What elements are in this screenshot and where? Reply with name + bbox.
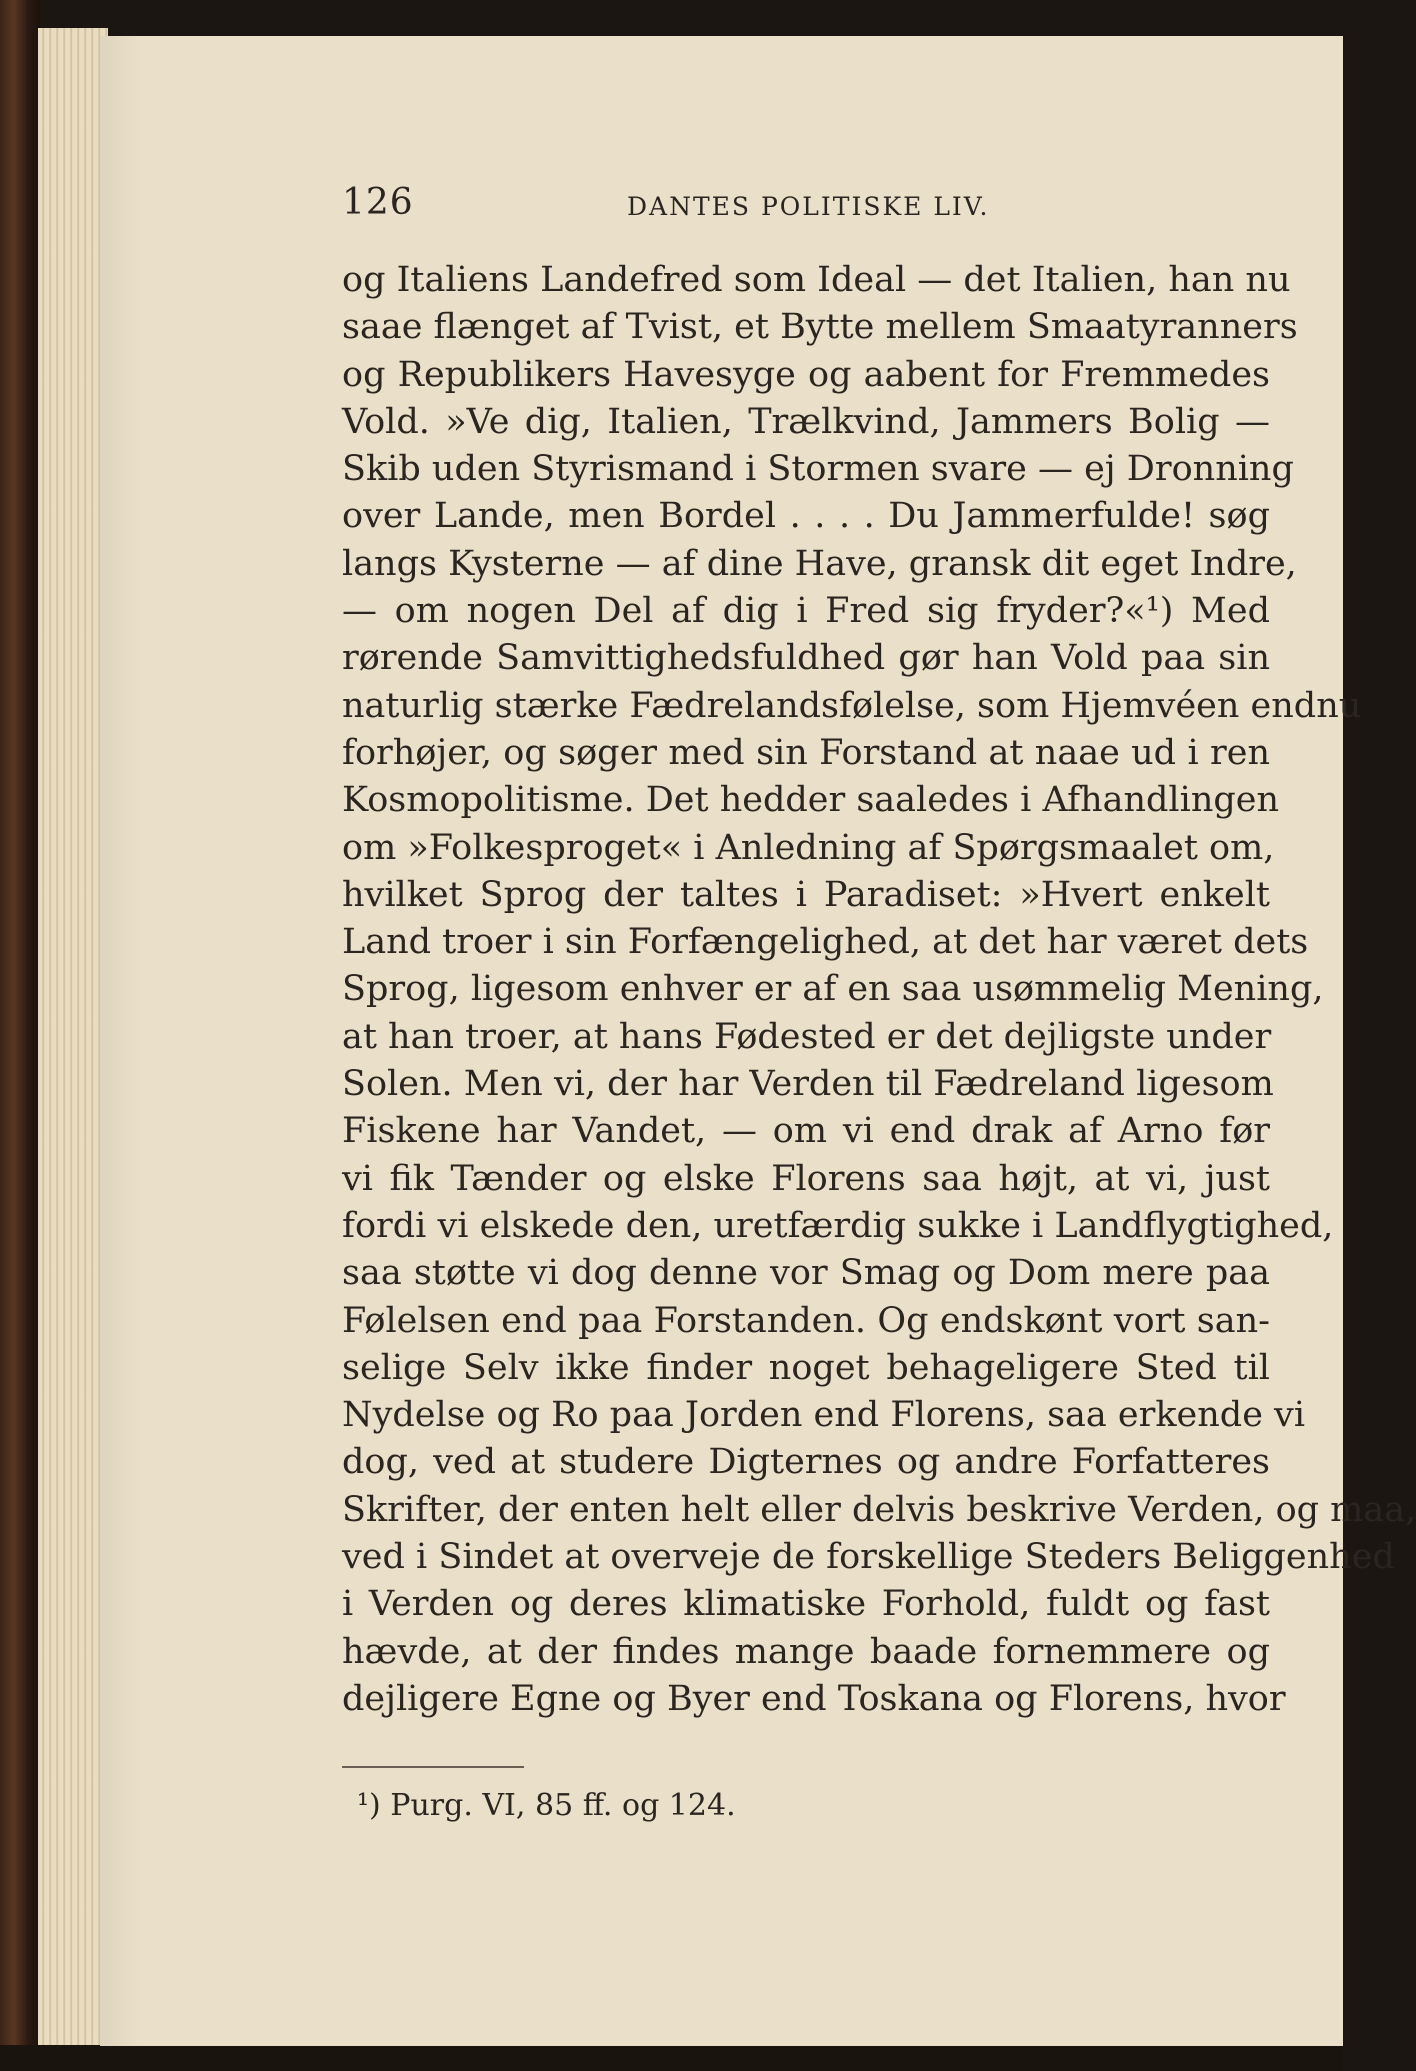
text-line: over Lande, men Bordel . . . . Du Jammerfulde! søg: [342, 496, 1270, 537]
text-line: saa støtte vi dog denne vor Smag og Dom mere paa: [342, 1253, 1270, 1294]
body-text: [342, 257, 1416, 1723]
text-line: Sprog, ligesom enhver er af en saa usømmelig Mening,: [342, 969, 1324, 1010]
text-line: rørende Samvittighedsfuldhed gør han Vold paa sin: [342, 638, 1270, 679]
book-binding: [0, 0, 40, 2071]
text-line: Nydelse og Ro paa Jorden end Florens, saa erkende vi: [342, 1395, 1306, 1436]
text-line: Skib uden Styrismand i Stormen svare — ej Dronning: [342, 449, 1294, 490]
text-line: Vold. »Ve dig, Italien, Trælkvind, Jammers Bolig —: [342, 401, 1270, 442]
text-line: Fiskene har Vandet, — om vi end drak af Arno før: [342, 1111, 1270, 1152]
running-head: DANTES POLITISKE LIV.: [627, 192, 990, 221]
text-line: og Italiens Landefred som Ideal — det Italien, han nu: [342, 260, 1291, 300]
page-edges: [38, 28, 108, 2048]
text-line: i Verden og deres klimatiske Forhold, fuldt og fast: [342, 1584, 1270, 1625]
text-line: vi fik Tænder og elske Florens saa højt, at vi, just: [342, 1158, 1270, 1199]
text-line: om »Folkesproget« i Anledning af Spørgsmaalet om,: [342, 827, 1275, 868]
text-line: langs Kysterne — af dine Have, gransk dit eget Indre,: [342, 543, 1297, 584]
text-line: Følelsen end paa Forstanden. Og endskønt vort san-: [342, 1300, 1270, 1341]
text-line: hævde, at der findes mange baade fornemmere og: [342, 1631, 1270, 1672]
text-line: ved i Sindet at overveje de forskellige Steders Beliggenhed: [342, 1537, 1395, 1578]
text-line: selige Selv ikke finder noget behageligere Sted til: [342, 1347, 1270, 1388]
footnote-rule: [342, 1766, 524, 1768]
text-line: naturlig stærke Fædrelandsfølelse, som Hjemvéen endnu: [342, 685, 1362, 726]
book-bottom-edge: [0, 2045, 1343, 2071]
text-line: Kosmopolitisme. Det hedder saaledes i Afhandlingen: [342, 780, 1280, 821]
text-line: og Republikers Havesyge og aabent for Fremmedes: [342, 354, 1270, 395]
text-line: forhøjer, og søger med sin Forstand at naae ud i ren: [342, 732, 1270, 773]
text-line: hvilket Sprog der taltes i Paradiset: »Hvert enkelt: [342, 874, 1270, 915]
text-line: Skrifter, der enten helt eller delvis beskrive Verden, og maa,: [342, 1489, 1416, 1530]
text-line: dog, ved at studere Digternes og andre Forfatteres: [342, 1442, 1270, 1483]
text-line: dejligere Egne og Byer end Toskana og Florens, hvor: [342, 1678, 1286, 1719]
page-number: 126: [342, 182, 414, 223]
text-line: at han troer, at hans Fødested er det dejligste under: [342, 1016, 1272, 1057]
page-header: [342, 182, 992, 232]
text-line: — om nogen Del af dig i Fred sig fryder?«¹) Med: [342, 591, 1270, 632]
text-line: saae flænget af Tvist, et Bytte mellem Smaatyranners: [342, 307, 1298, 348]
footnote: ¹) Purg. VI, 85 ff. og 124.: [357, 1788, 736, 1823]
text-line: Land troer i sin Forfængelighed, at det har været dets: [342, 922, 1309, 963]
text-line: fordi vi elskede den, uretfærdig sukke i Landflygtighed,: [342, 1205, 1334, 1246]
text-line: Solen. Men vi, der har Verden til Fædreland ligesom: [342, 1064, 1274, 1105]
